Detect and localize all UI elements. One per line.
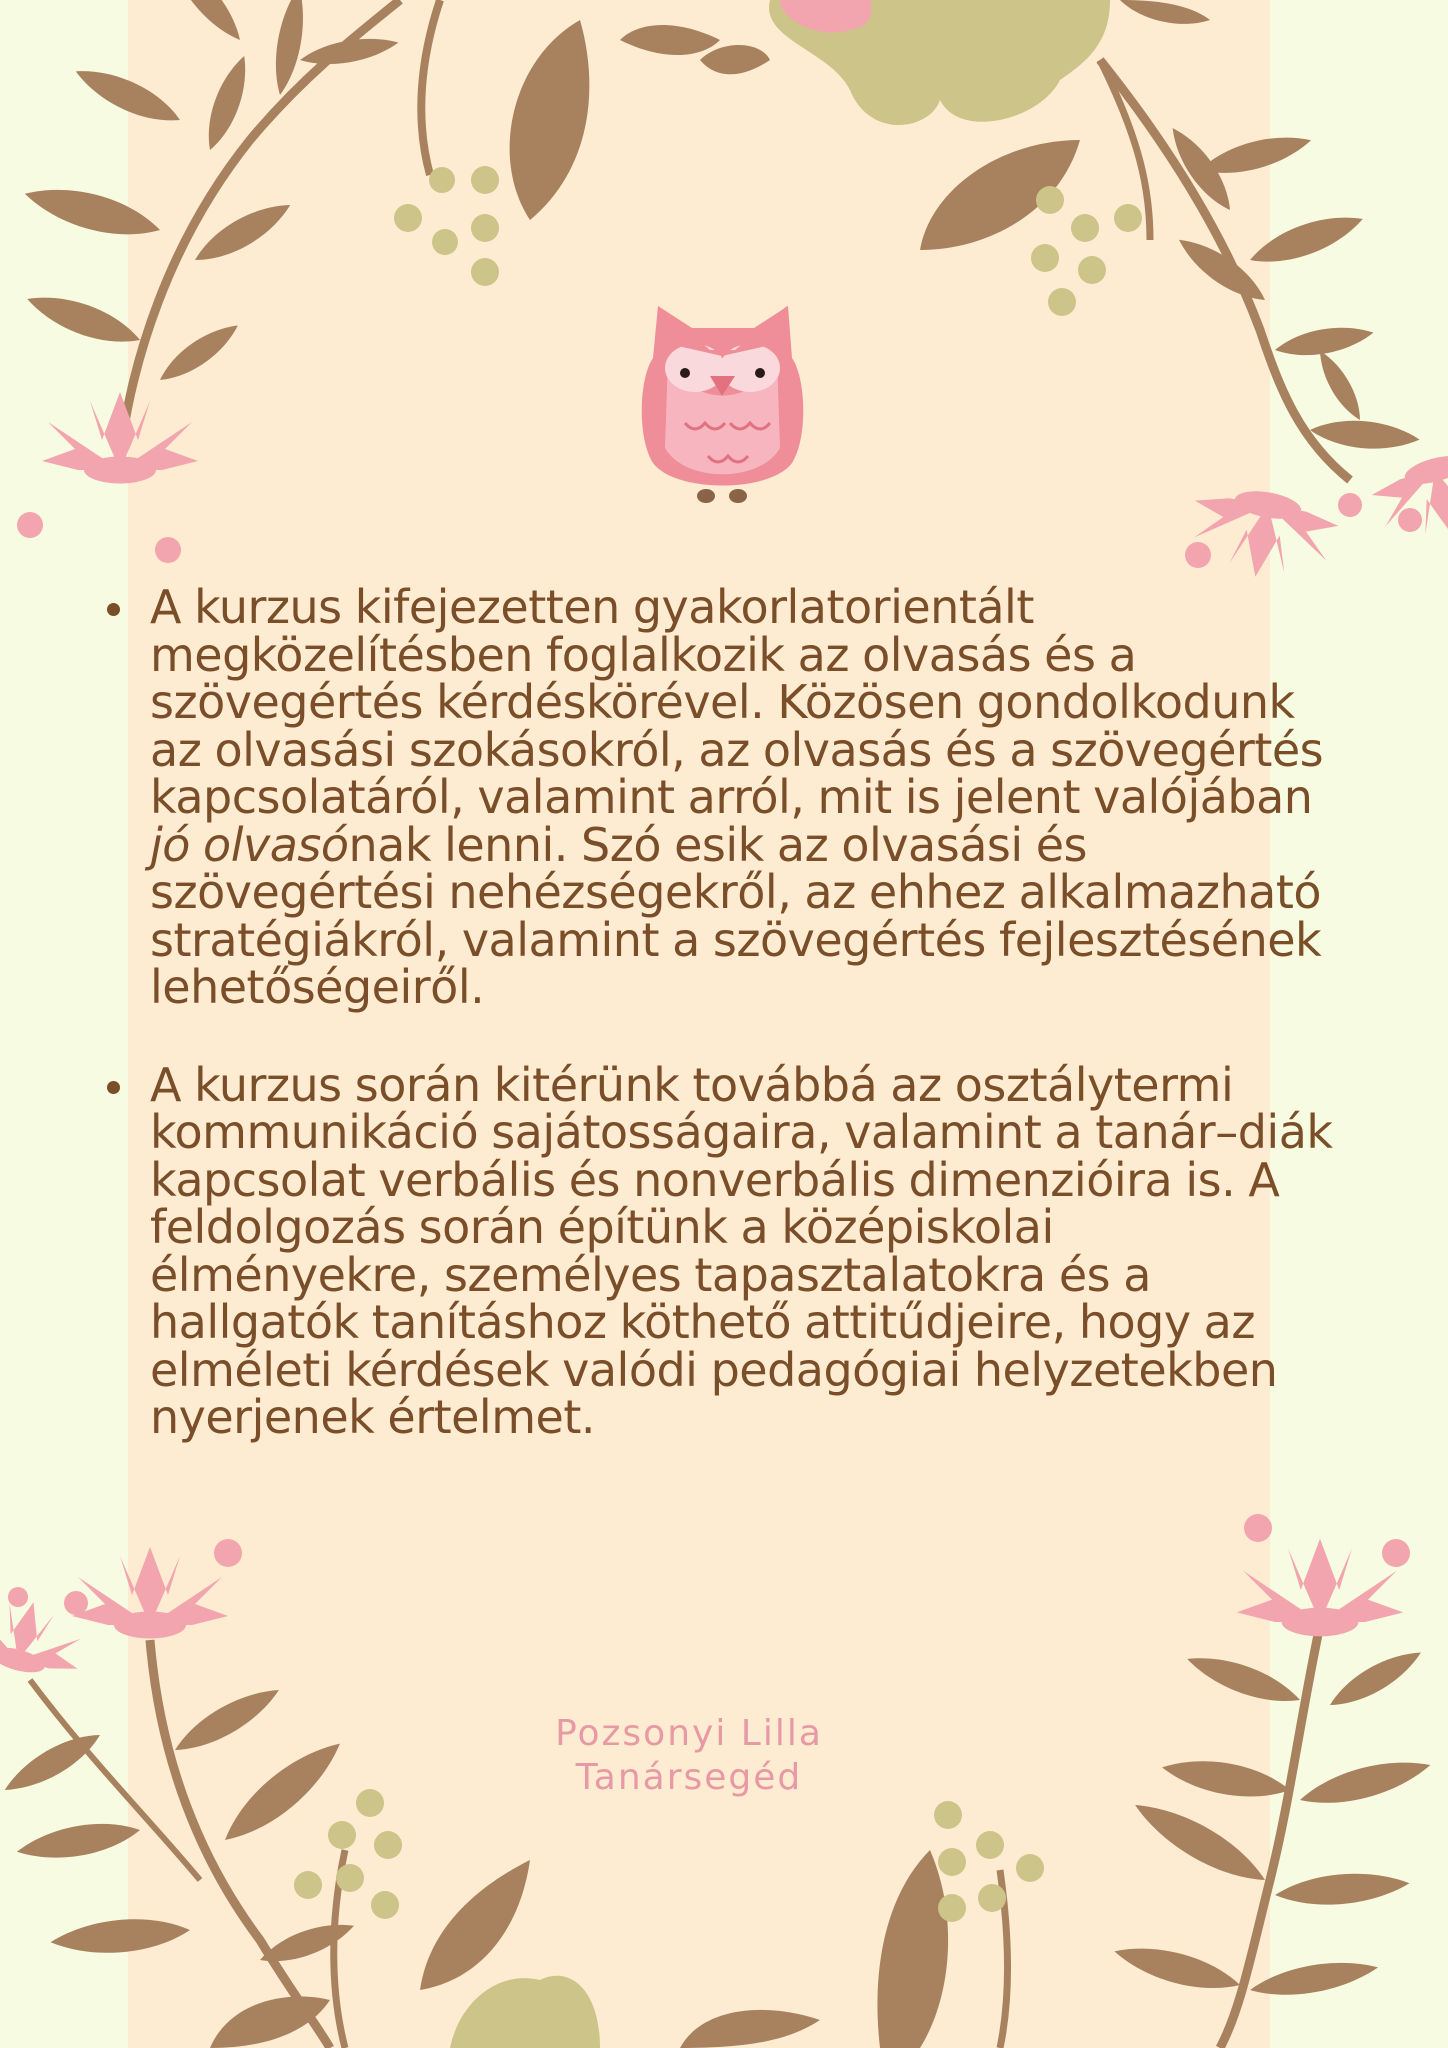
paragraph-1: A kurzus kifejezetten gyakorlatorientált megközelítésben foglalkozik az olvasás és a szövegértés kérdéskörével. Közösen gondolkodunk az olvasási szokásokról, az olvasás és a szövegértés kapcsolatáról, valamint arról, mit is jelent valójában jó olvasónak lenni. Szó esik az olvasási és szövegértési nehézségekről, az ehhez alkalmazható stratégiákról, valamint a szövegértés fejlesztésének lehetőségeiről. xyxy=(150,580,1324,1014)
bottom-left-branch xyxy=(0,1640,530,2048)
author-name: Pozsonyi Lilla xyxy=(555,1713,823,1754)
bottom-right-pink-flowers xyxy=(1237,1514,1410,1636)
top-right-pink-flowers xyxy=(1184,441,1448,589)
bullet-icon xyxy=(107,603,120,616)
signature-block xyxy=(0,1712,1448,1800)
emphasis-jo-olvaso: jó olvasó xyxy=(150,817,349,872)
author-title: Tanársegéd xyxy=(575,1757,803,1798)
bottom-left-pink-flowers xyxy=(0,1539,242,1685)
top-left-pink-flower xyxy=(17,392,198,563)
list-item xyxy=(100,580,1340,1014)
paragraph-2: A kurzus során kitérünk továbbá az osztálytermi kommunikáció sajátosságaira, valamint a tanár–diák kapcsolat verbális és nonverbális dimenzióira is. A feldolgozás során építünk a középiskolai élményekre, személyes tapasztalatokra és a hallgatók tanításhoz köthető attitűdjeire, hogy az elméleti kérdések valódi pedagógiai helyzetekben nyerjenek értelmet. xyxy=(150,1057,1333,1444)
top-right-berries xyxy=(1031,186,1142,316)
main-text xyxy=(100,580,1340,1444)
bottom-right-branch xyxy=(680,1625,1434,2048)
list-item xyxy=(100,1057,1340,1444)
bottom-left-olive-blob xyxy=(450,1976,600,2048)
owl-icon xyxy=(630,298,815,508)
top-left-berries xyxy=(394,166,499,286)
bottom-right-berries xyxy=(934,1801,1044,1922)
bottom-left-berries xyxy=(294,1789,402,1919)
bullet-icon xyxy=(107,1081,120,1094)
top-center-blob xyxy=(769,0,1110,125)
